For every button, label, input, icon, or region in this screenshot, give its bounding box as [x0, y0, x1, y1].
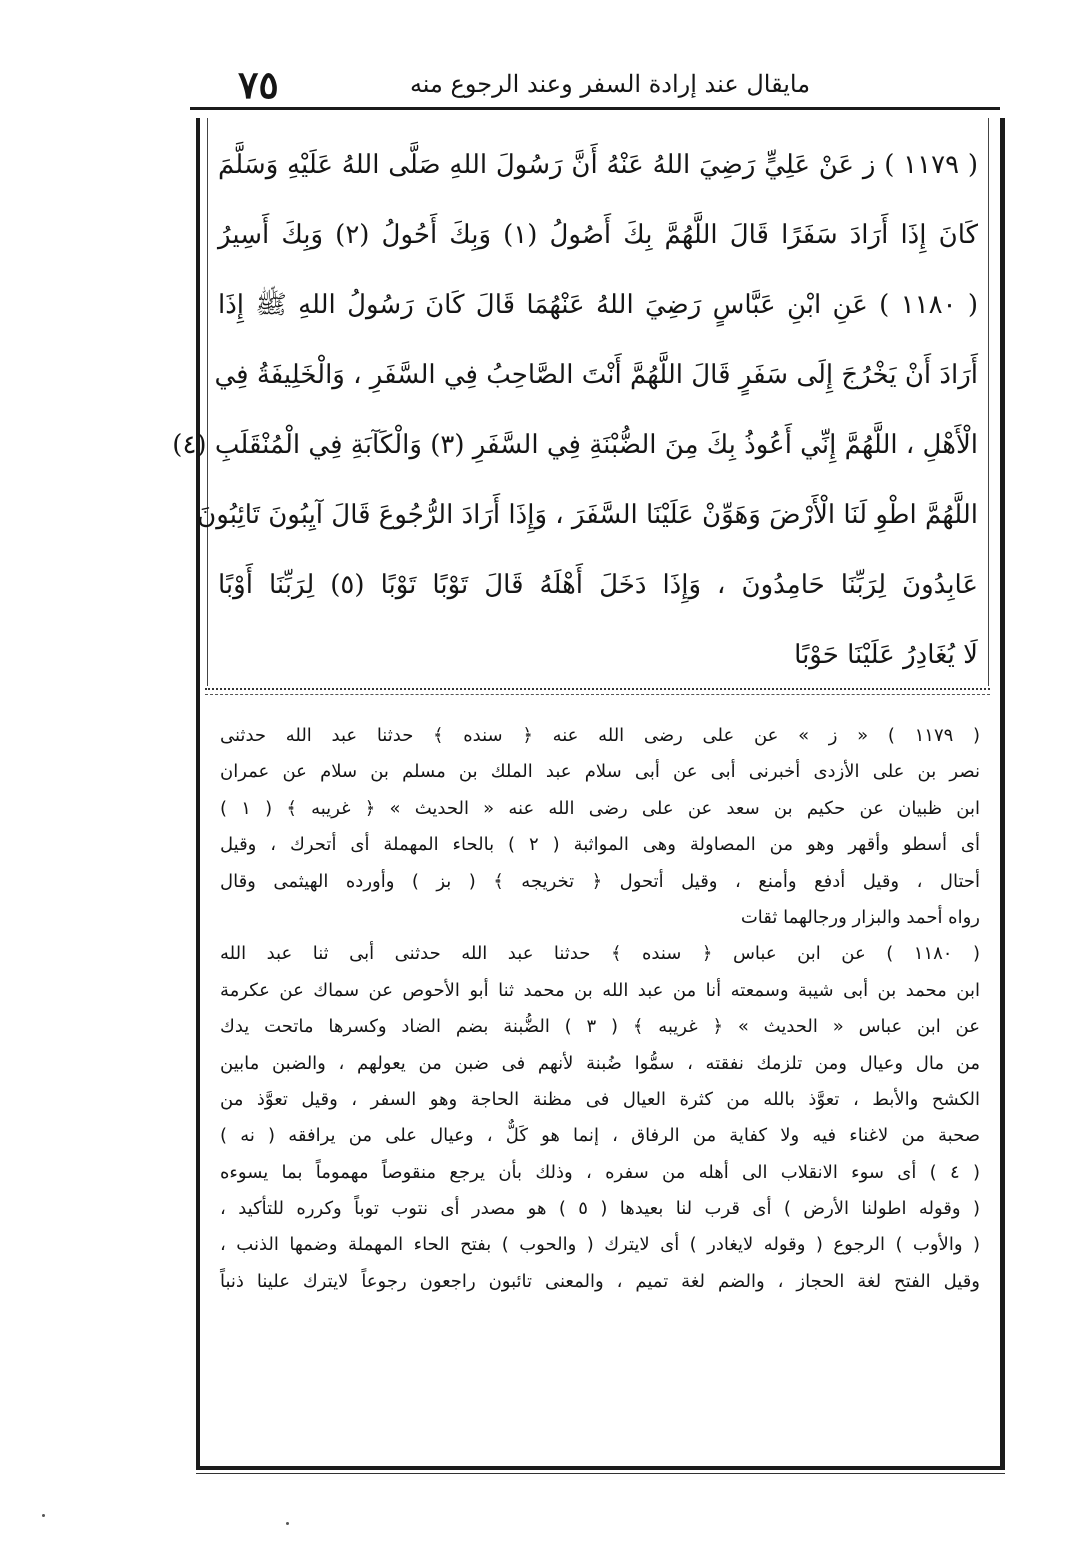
scan-speck [42, 1514, 45, 1517]
hadith-line: كَانَ إِذَا أَرَادَ سَفَرًا قَالَ اللَّهُمَّ بِكَ أَصُولُ (١) وَبِكَ أَحُولُ (٢) وَبِكَ أَسِيرُ [218, 220, 978, 250]
footer-rule [196, 1473, 1005, 1474]
hadith-line: لَا يُغَادِرُ عَلَيْنَا حَوْبًا [794, 640, 978, 670]
commentary-line: أى أسطو وأقهر وهو من المصاولة وهى المواثبة ( ٢ ) بالحاء المهملة أى أتحرك ، وقيل [220, 834, 980, 856]
commentary-line: صحبة من لاغناء فيه ولا كفاية من الرفاق ، إنما هو كَلٌّ ، وعيال على من يرافقه ( نه ) [220, 1125, 980, 1147]
commentary-line: ابن ظبيان عن حكيم بن سعد عن على رضى الله عنه « الحديث » ﴿ غريبه ﴾ ( ١ ) [220, 797, 980, 819]
hadith-line: ( ١١٧٩ ) ز عَنْ عَلِيٍّ رَضِيَ اللهُ عَنْهُ أَنَّ رَسُولَ اللهِ صَلَّى اللهُ عَلَيْهِ وَسَلَّمَ [218, 150, 978, 180]
commentary-line: وقيل الفتح لغة الحجاز ، والضم لغة تميم ، والمعنى تائبون راجعون رجوعاً لايترك علينا ذنباً [220, 1270, 980, 1292]
footer-rule [196, 1466, 1005, 1470]
section-divider [205, 694, 990, 695]
commentary-line: من مال وعيال ومن تلزمك نفقته ، سمُّوا ضُبنة لأنهم فى ضبن من يعولهم ، والضبن مابين [220, 1052, 980, 1074]
hadith-text [172, 130, 978, 690]
commentary-text [220, 718, 980, 1300]
running-header: مايقال عند إرادة السفر وعند الرجوع منه [409, 70, 811, 98]
hadith-line: ( ١١٨٠ ) عَنِ ابْنِ عَبَّاسٍ رَضِيَ اللهُ عَنْهُمَا قَالَ كَانَ رَسُولُ اللهِ ﷺ إِذَا [218, 290, 978, 320]
commentary-line: ( والأوب ) الرجوع ( وقوله لايغادر ) أى لايترك ( والحوب ) بفتح الحاء المهملة وضمها الذنب ، [220, 1234, 980, 1256]
hadith-line: عَابِدُونَ لِرَبِّنَا حَامِدُونَ ، وَإِذَا دَخَلَ أَهْلَهُ قَالَ تَوْبًا تَوْبًا (٥) لِرَبِّنَا أَوْبًا [218, 570, 978, 600]
section-divider [205, 688, 990, 690]
hadith-line: الْأَهْلِ ، اللَّهُمَّ إِنِّي أَعُوذُ بِكَ مِنَ الضُّبْنَةِ فِي السَّفَرِ (٣) وَالْكَآبَةِ فِي الْمُنْقَلَبِ (٤) [172, 430, 978, 460]
commentary-line: ( ١١٧٩ ) « ز » عن على رضى الله عنه ﴿ سنده ﴾ حدثنا عبد الله حدثنى [220, 725, 980, 746]
scan-speck [286, 1522, 289, 1525]
header-rule [190, 107, 1000, 110]
commentary-line: ابن محمد بن أبى شيبة وسمعته أنا من عبد الله بن محمد ثنا أبو الأحوص عن سماك عن عكرمة [220, 979, 980, 1001]
hadith-line: اللَّهُمَّ اطْوِ لَنَا الْأَرْضَ وَهَوِّنْ عَلَيْنَا السَّفَرَ ، وَإِذَا أَرَادَ الرُّجُوعَ قَالَ آيِبُونَ تَائِبُونَ [197, 500, 978, 530]
commentary-line: عن ابن عباس « الحديث » ﴿ غريبه ﴾ ( ٣ ) الضُّبنة بضم الضاد وكسرها ماتحت يدك [220, 1016, 980, 1038]
commentary-line: أحتال ، وقيل أدفع وأمنع ، وقيل أتحول ﴿ تخريجه ﴾ ( بز ) وأورده الهيثمى وقال [220, 870, 980, 892]
page-number: ٧٥ [238, 62, 279, 107]
commentary-line: ( ٤ ) أى سوء الانقلاب الى أهله من سفره ، وذلك بأن يرجع منقوصاً مهموماً بما يسوءه [220, 1161, 981, 1183]
commentary-line: ( وقوله اطولنا الأرض ) أى قرب لنا بعيدها ( ٥ ) هو مصدر أى نتوب توباً وكرره للتأكيد ، [220, 1198, 980, 1220]
commentary-line: نصر بن على الأزدى أخبرنى أبى عن أبى سلام عبد الملك بن مسلم بن سلام عن عمران [220, 761, 980, 783]
commentary-line: الكشح والأبط ، تعوَّذ بالله من كثرة العيال فى مظنة الحاجة وهو السفر ، وقيل تعوَّذ من [220, 1088, 980, 1110]
commentary-line: رواه أحمد والبزار ورجالهما ثقات [740, 906, 980, 928]
commentary-line: ( ١١٨٠ ) عن ابن عباس ﴿ سنده ﴾ حدثنا عبد الله حدثنى أبى ثنا عبد الله [220, 943, 980, 965]
hadith-line: أَرَادَ أَنْ يَخْرُجَ إِلَى سَفَرٍ قَالَ اللَّهُمَّ أَنْتَ الصَّاحِبُ فِي السَّفَرِ ، وَالْخَلِيفَةُ فِي [214, 360, 978, 390]
